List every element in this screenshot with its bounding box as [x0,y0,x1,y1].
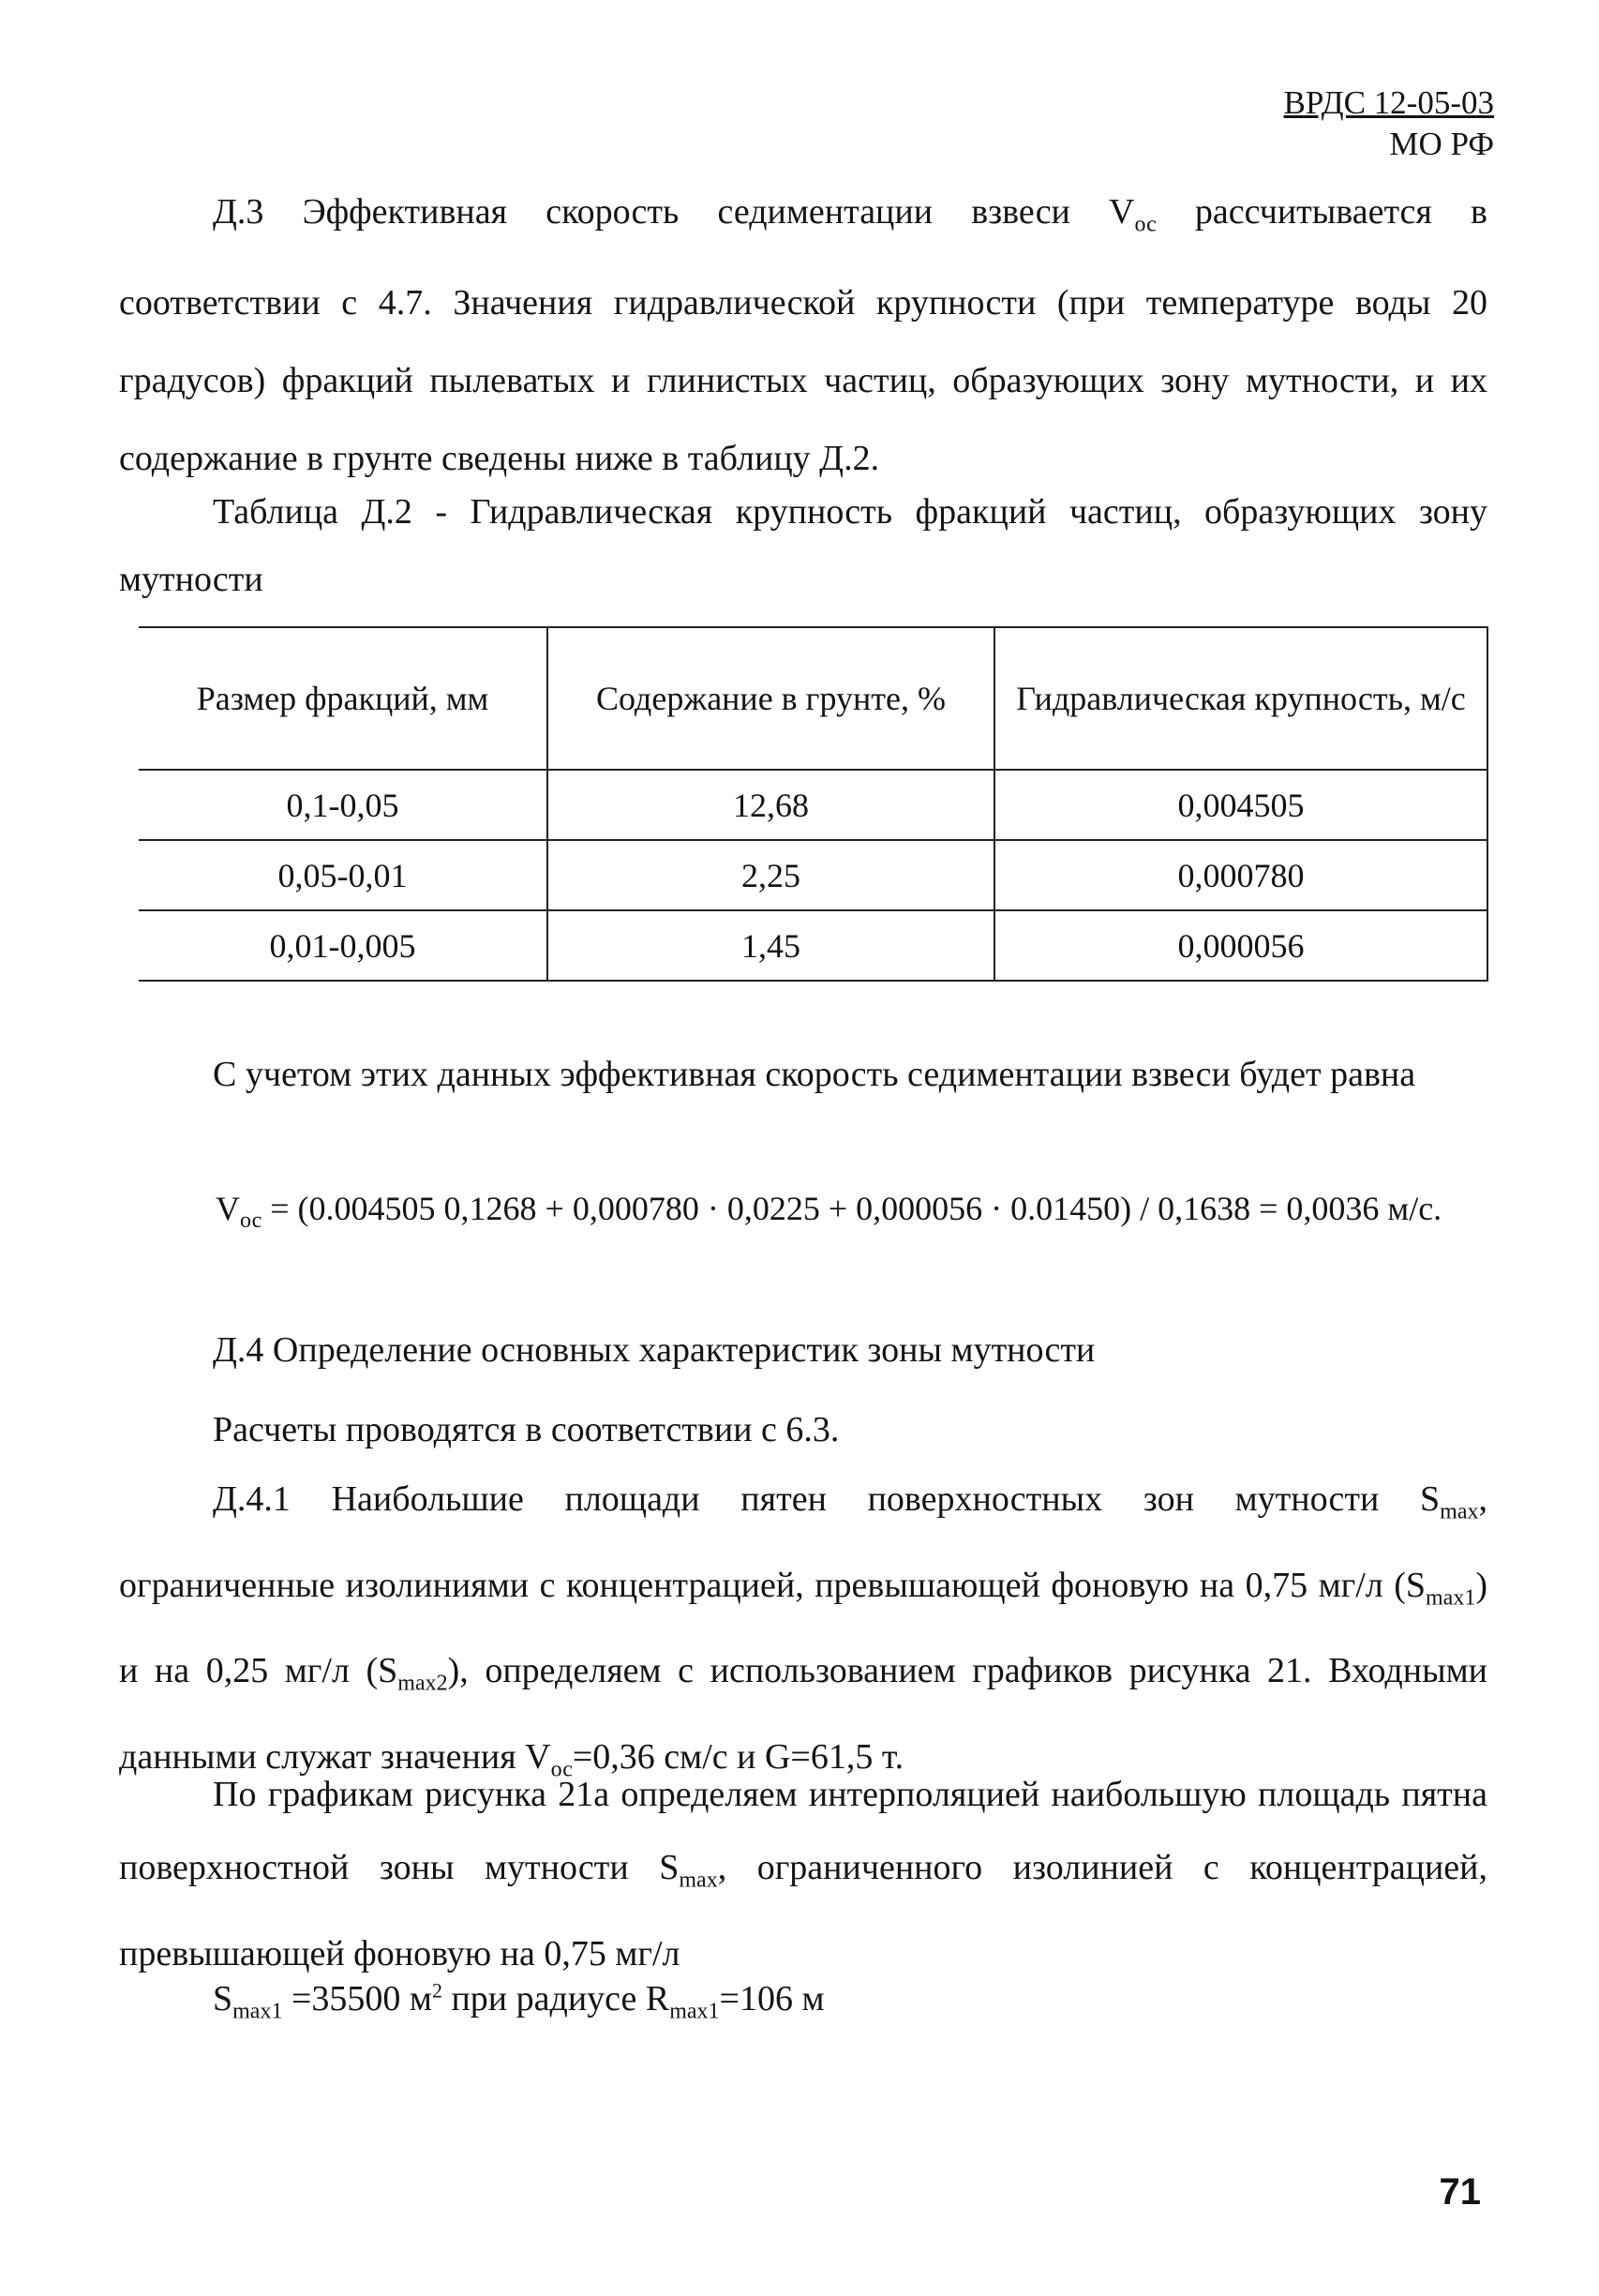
d3-lead-text: Д.3 Эффективная скорость седиментации взвеси V [213,192,1135,232]
graph-sub-1: max [679,1868,718,1893]
v-subscript: ос [1134,212,1157,237]
d3-body-text: рассчитывается в соответствии с 4.7. Значения гидравлической крупности (при температуре воды 20 градусов) фракций пылеватых и глинистых частиц, образующих зону мутности, и их содержание в грунте сведены ниже в таблицу Д.2. [119,192,1487,478]
cell-hydraulic: 0,000780 [994,840,1487,910]
conclusion-text: С учетом этих данных эффективная скорость седиментации взвеси будет равна [213,1055,1416,1094]
page-number: 71 [1439,2171,1481,2213]
result-r-sub: max1 [669,1999,720,2024]
formula-rhs: = (0.004505 0,1268 + 0,000780 · 0,0225 + 0,000056 · 0.01450) / 0,1638 = 0,0036 м/с. [270,1190,1442,1227]
table-row [139,910,1487,981]
document-header [1284,83,1494,165]
cell-hydraulic: 0,000056 [994,910,1487,981]
cell-size: 0,01-0,005 [139,910,547,981]
graph-text-1: По графикам рисунка 21а определяем интерполяцией наибольшую площадь пятна поверхностной зоны мутности S [119,1775,1487,1887]
result-line [119,1978,1487,2025]
cell-hydraulic: 0,004505 [994,770,1487,840]
d41-sub-4: ос [550,1757,573,1782]
d4-title-text: Д.4 Определение основных характеристик зоны мутности [213,1330,1096,1370]
table-caption [119,478,1487,613]
cell-content: 2,25 [547,840,994,910]
d41-sub-3: max2 [397,1671,448,1696]
section-d4-title [119,1329,1487,1371]
section-d4-intro [119,1409,1487,1450]
document-org: МО РФ [1389,126,1494,162]
d41-text-4: ), определяем с использованием графиков рисунка 21. Входными данными служат значения V [119,1651,1487,1777]
result-mid: при радиусе R [441,1979,670,2018]
paragraph-conclusion [119,1036,1487,1114]
result-eq: =35500 м [282,1979,432,2018]
paragraph-d3 [119,173,1487,498]
graph-text-2: , ограниченного изолинией с концентрацией, превышающей фоновую на 0,75 мг/л [119,1848,1488,1973]
header-cell-hydraulic: Гидравлическая крупность, м/с [994,627,1487,770]
d41-text-3: ) и на 0,25 мг/л (S [119,1565,1487,1691]
table-header-row [139,627,1487,770]
cell-content: 1,45 [547,910,994,981]
document-code: ВРДС 12-05-03 [1283,84,1494,121]
cell-size: 0,05-0,01 [139,840,547,910]
paragraph-d41 [119,1463,1487,1806]
result-s: S [213,1979,233,2018]
formula-lhs-subscript: ос [240,1208,262,1234]
cell-content: 12,68 [547,770,994,840]
d41-text-2: , ограниченные изолиниями с концентрацией, превышающей фоновую на 0,75 мг/л (S [119,1479,1487,1605]
table-row [139,840,1487,910]
d41-sub-1: max [1440,1499,1479,1524]
result-end: =106 м [719,1979,825,2018]
hydraulic-size-table [139,626,1488,982]
table-caption-text: Таблица Д.2 - Гидравлическая крупность фракций частиц, образующих зону мутности [119,492,1487,599]
header-cell-size: Размер фракций, мм [139,627,547,770]
d41-sub-2: max1 [1426,1585,1476,1611]
formula-voc [216,1189,1442,1234]
paragraph-graph [119,1758,1487,1990]
result-sup: 2 [431,1978,442,2003]
result-s-sub: max1 [232,1999,283,2024]
d41-text-1: Д.4.1 Наибольшие площади пятен поверхностных зон мутности S [213,1479,1441,1519]
header-cell-content: Содержание в грунте, % [547,627,994,770]
formula-lhs: V [216,1190,240,1227]
d41-text-5: =0,36 см/с и G=61,5 т. [572,1736,904,1777]
cell-size: 0,1-0,05 [139,770,547,840]
d4-intro-text: Расчеты проводятся в соответствии с 6.3. [213,1410,840,1449]
table-row [139,770,1487,840]
